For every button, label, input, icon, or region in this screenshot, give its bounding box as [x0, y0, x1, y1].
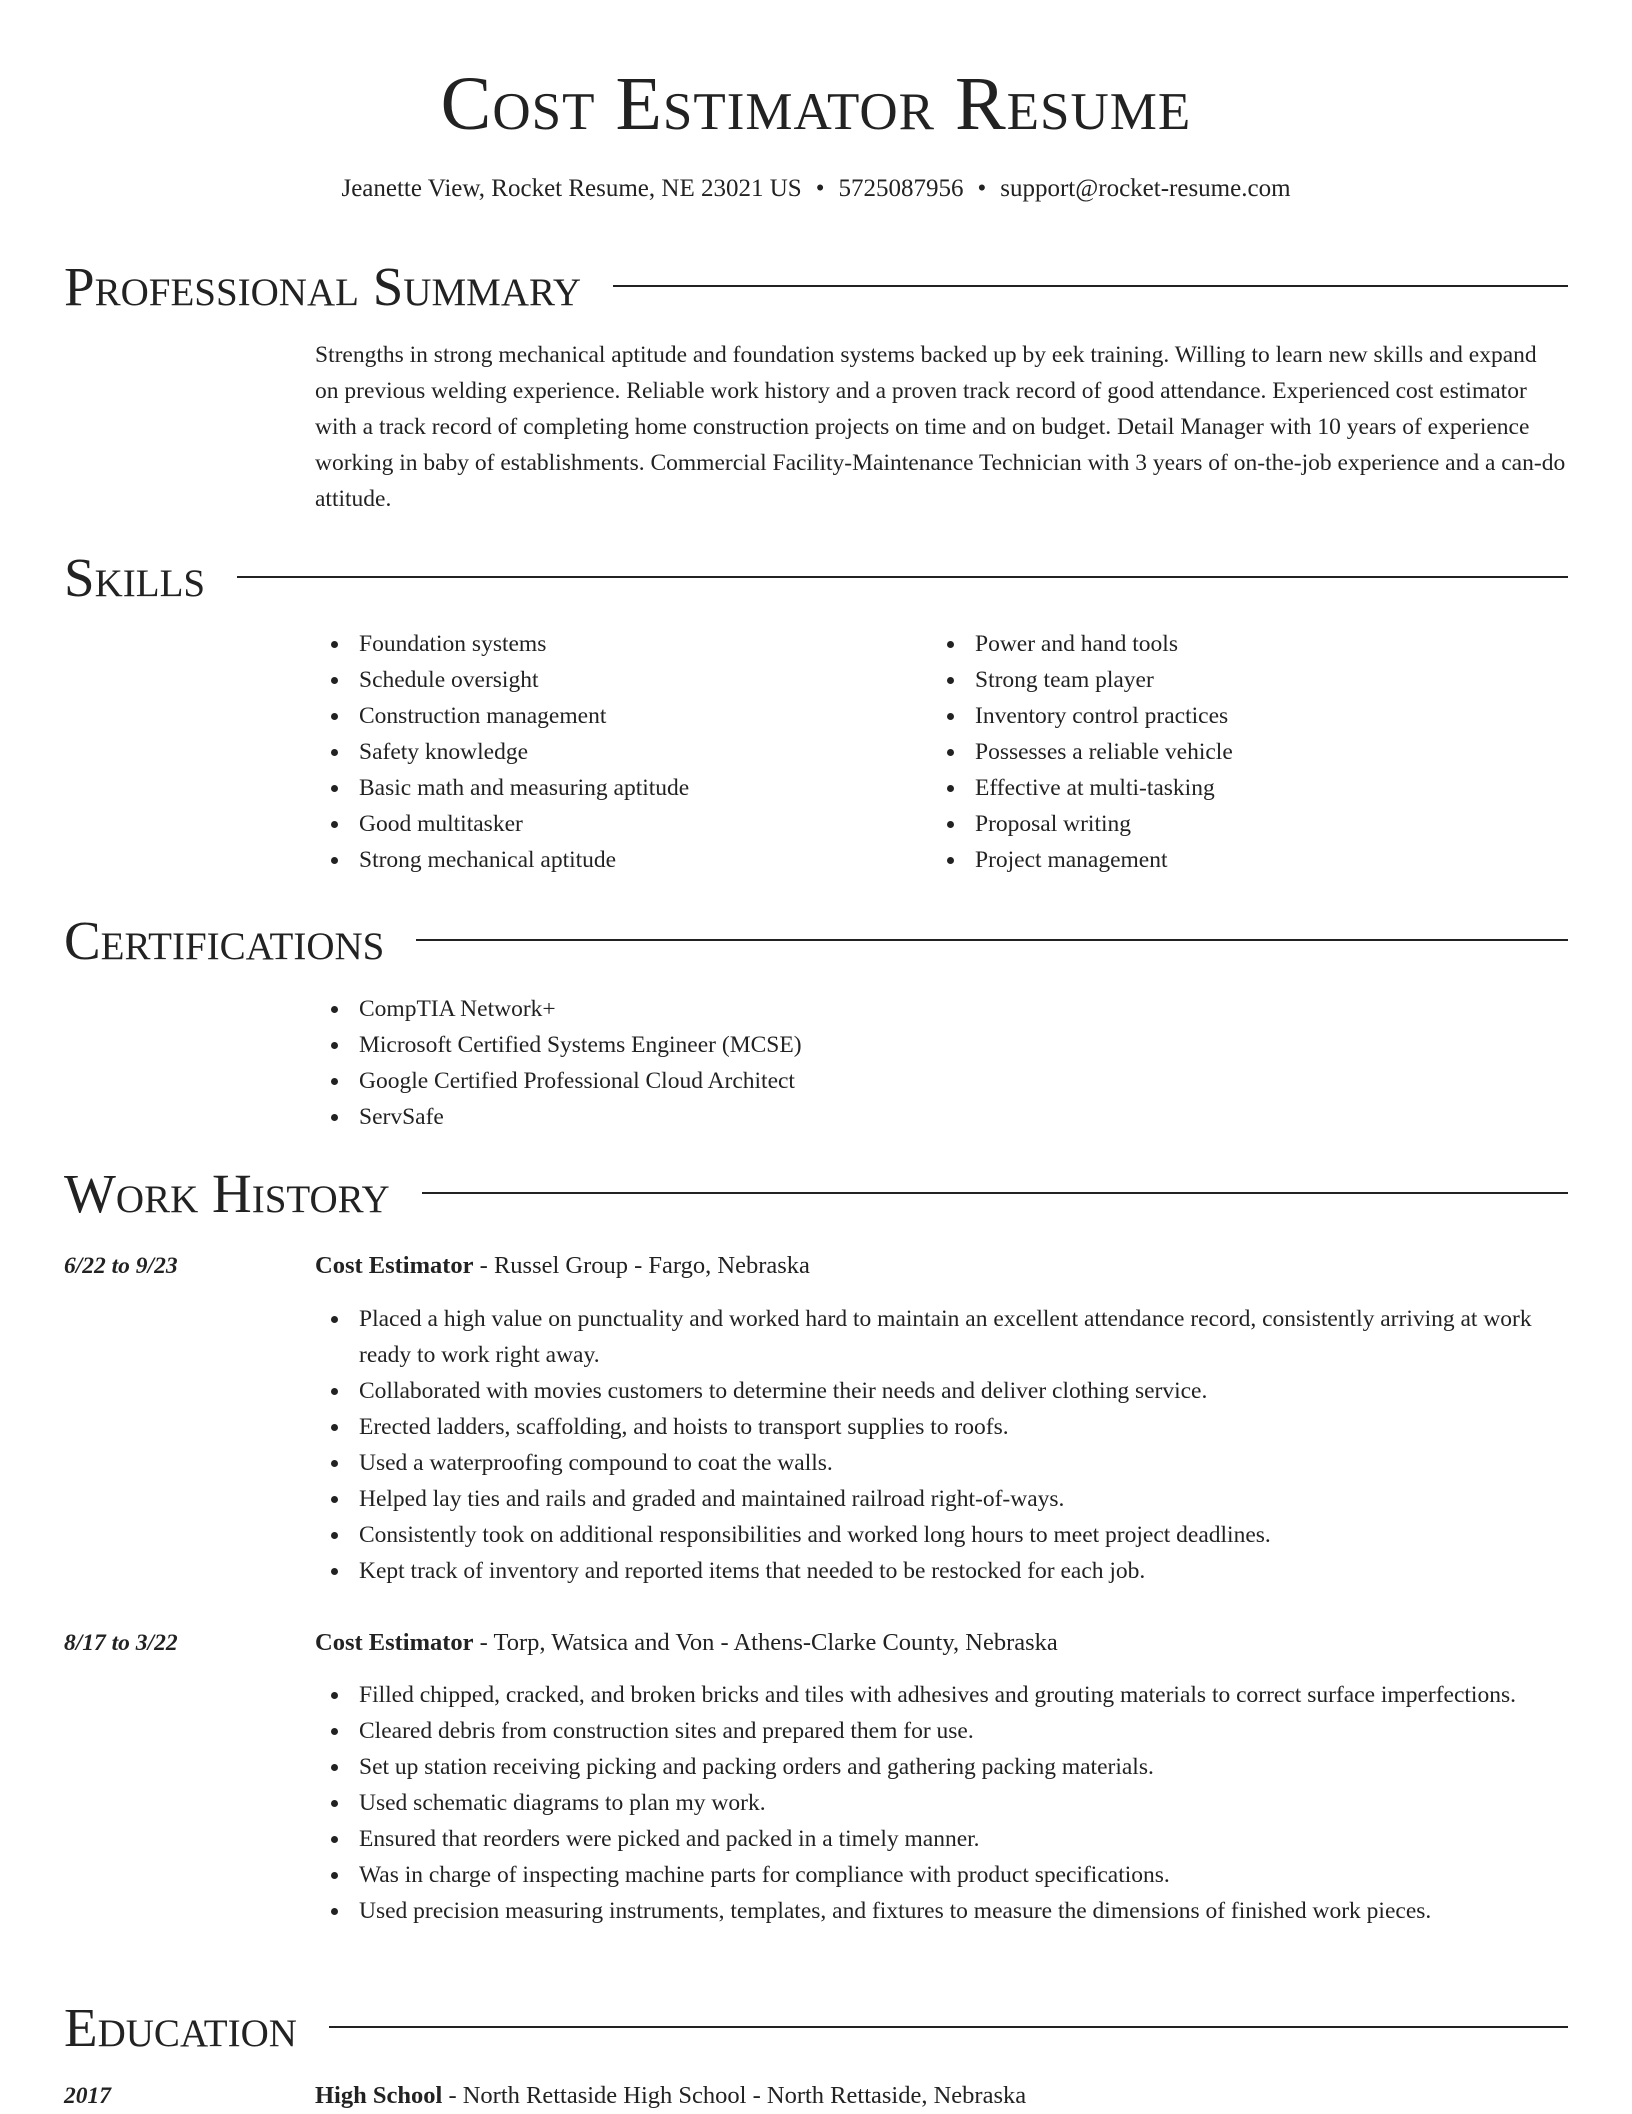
certifications-heading: Certifications	[64, 910, 385, 971]
education-school: - North Rettaside High School - North Rettaside, Nebraska	[442, 2082, 1027, 2109]
skill-item: Proposal writing	[975, 806, 1233, 842]
skill-item: Power and hand tools	[975, 626, 1233, 662]
contact-line	[0, 172, 1632, 206]
job-bullet: Used a waterproofing compound to coat the walls.	[359, 1445, 1566, 1481]
work-heading: Work History	[64, 1163, 390, 1224]
job-bullet: Set up station receiving picking and packing orders and gathering packing materials.	[359, 1749, 1566, 1785]
job-heading	[315, 1625, 1058, 1661]
job-bullet: Erected ladders, scaffolding, and hoists to transport supplies to roofs.	[359, 1409, 1566, 1445]
summary-text: Strengths in strong mechanical aptitude and foundation systems backed up by eek training. Willing to learn new skills and expand on previous welding experience. Reliable work history and a proven track record of good attendance. Experienced cost estimator with a track record of completing home construction projects on time and on budget. Detail Manager with 10 years of experience working in baby of establishments. Commercial Facility-Maintenance Technician with 3 years of on-the-job experience and a can-do attitude.	[315, 342, 1566, 512]
job-bullets	[315, 1677, 1566, 1929]
skills-heading: Skills	[64, 547, 206, 608]
job-bullet: Kept track of inventory and reported items that needed to be restocked for each job.	[359, 1553, 1566, 1589]
job-bullet: Collaborated with movies customers to determine their needs and deliver clothing service.	[359, 1373, 1566, 1409]
job-dates: 6/22 to 9/23	[64, 1253, 178, 1279]
skill-item: Effective at multi-tasking	[975, 770, 1233, 806]
skill-item: Construction management	[359, 698, 689, 734]
skill-item: Foundation systems	[359, 626, 689, 662]
skill-item: Project management	[975, 842, 1233, 878]
job-bullet: Placed a high value on punctuality and worked hard to maintain an excellent attendance record, consistently arriving at work ready to work right away.	[359, 1301, 1566, 1373]
contact-separator: •	[977, 175, 987, 202]
contact-address: Jeanette View, Rocket Resume, NE 23021 US	[341, 175, 802, 202]
education-heading: Education	[64, 1997, 297, 2058]
summary-heading: Professional Summary	[64, 256, 582, 317]
certifications-list	[315, 991, 1566, 1135]
section-divider	[613, 285, 1568, 287]
job-title: Cost Estimator	[315, 1629, 474, 1656]
certifications-section-header	[64, 909, 1568, 973]
section-divider	[237, 576, 1568, 578]
certification-item: ServSafe	[359, 1099, 1566, 1135]
job-company: - Torp, Watsica and Von - Athens-Clarke County, Nebraska	[473, 1629, 1058, 1656]
summary-section-header	[64, 255, 1568, 319]
certification-item: Microsoft Certified Systems Engineer (MCSE)	[359, 1027, 1566, 1063]
education-heading-line	[315, 2078, 1026, 2114]
work-section-header	[64, 1162, 1568, 1226]
job-bullet: Cleared debris from construction sites and prepared them for use.	[359, 1713, 1566, 1749]
section-divider	[329, 2026, 1568, 2028]
job-bullet: Filled chipped, cracked, and broken bricks and tiles with adhesives and grouting materials to correct surface imperfections.	[359, 1677, 1566, 1713]
section-divider	[416, 939, 1568, 941]
job-company: - Russel Group - Fargo, Nebraska	[473, 1252, 810, 1279]
job-title: Cost Estimator	[315, 1252, 474, 1279]
skill-item: Schedule oversight	[359, 662, 689, 698]
job-bullet: Used schematic diagrams to plan my work.	[359, 1785, 1566, 1821]
skill-item: Safety knowledge	[359, 734, 689, 770]
job-bullet: Consistently took on additional responsibilities and worked long hours to meet project deadlines.	[359, 1517, 1566, 1553]
contact-email: support@rocket-resume.com	[1000, 175, 1291, 202]
skill-item: Strong mechanical aptitude	[359, 842, 689, 878]
skills-left-column	[315, 626, 689, 878]
certification-item: Google Certified Professional Cloud Architect	[359, 1063, 1566, 1099]
education-section-header	[64, 1996, 1568, 2060]
job-bullet: Used precision measuring instruments, templates, and fixtures to measure the dimensions of finished work pieces.	[359, 1893, 1566, 1929]
job-bullets	[315, 1301, 1566, 1589]
job-bullet: Was in charge of inspecting machine parts for compliance with product specifications.	[359, 1857, 1566, 1893]
education-year: 2017	[64, 2083, 111, 2109]
skill-item: Possesses a reliable vehicle	[975, 734, 1233, 770]
skills-right-column	[931, 626, 1233, 878]
certification-item: CompTIA Network+	[359, 991, 1566, 1027]
job-bullet: Ensured that reorders were picked and packed in a timely manner.	[359, 1821, 1566, 1857]
skills-section-header	[64, 546, 1568, 610]
contact-phone: 5725087956	[838, 175, 964, 202]
job-heading	[315, 1248, 810, 1284]
job-dates: 8/17 to 3/22	[64, 1630, 178, 1656]
education-degree: High School	[315, 2082, 443, 2109]
section-divider	[422, 1192, 1568, 1194]
contact-separator: •	[815, 175, 825, 202]
skill-item: Strong team player	[975, 662, 1233, 698]
resume-title: Cost Estimator Resume	[440, 62, 1192, 146]
job-bullet: Helped lay ties and rails and graded and maintained railroad right-of-ways.	[359, 1481, 1566, 1517]
skill-item: Inventory control practices	[975, 698, 1233, 734]
skill-item: Basic math and measuring aptitude	[359, 770, 689, 806]
skill-item: Good multitasker	[359, 806, 689, 842]
